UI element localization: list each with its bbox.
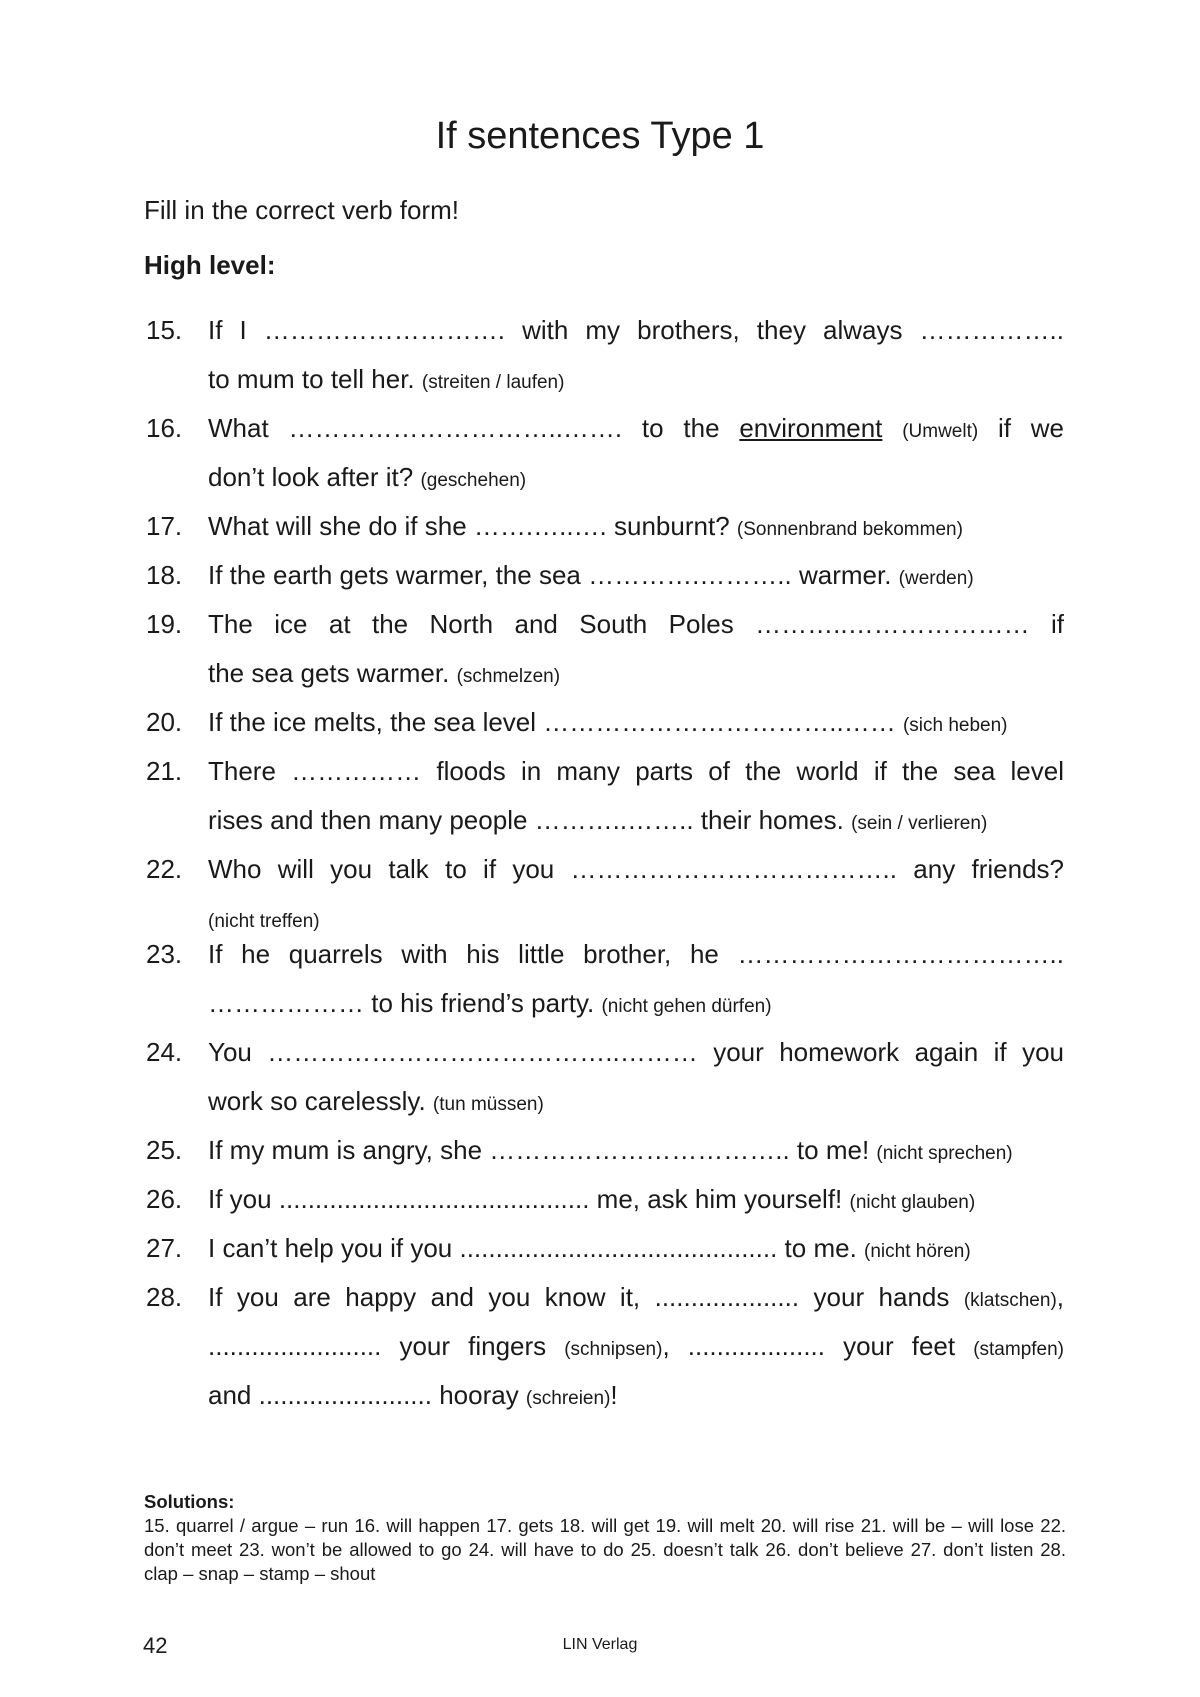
verb-hint: (sich heben) xyxy=(902,715,1008,736)
sentence-text: If you are happy and you know it, .................... your hands xyxy=(208,1282,964,1312)
sentence-text: If the earth gets warmer, the sea ………….……….. warmer. xyxy=(208,560,899,590)
underlined-term: environment xyxy=(739,413,883,443)
exercise-line xyxy=(144,460,1064,509)
verb-hint: (stampfen) xyxy=(973,1339,1065,1360)
exercise-line xyxy=(144,901,1064,937)
sentence-text: rises and then many people ………..…….. their homes. xyxy=(208,805,852,835)
exercise-number: 25. xyxy=(146,1135,183,1165)
sentence-text: What …………………………..……. to the xyxy=(208,413,740,443)
exercise-line xyxy=(144,705,1064,754)
solutions-heading: Solutions: xyxy=(144,1491,235,1512)
exercise-line xyxy=(144,852,1064,901)
exercise-number: 20. xyxy=(146,707,183,737)
exercise-list xyxy=(144,313,1064,1427)
exercise-line xyxy=(144,1182,1064,1231)
exercise-number: 15. xyxy=(146,315,183,345)
sentence-text: work so carelessly. xyxy=(208,1086,433,1116)
exercise-number: 17. xyxy=(146,511,183,541)
verb-hint: (geschehen) xyxy=(420,470,527,491)
exercise-line xyxy=(144,558,1064,607)
exercise-number: 28. xyxy=(146,1282,183,1312)
exercise-number: 26. xyxy=(146,1184,183,1214)
exercise-number: 18. xyxy=(146,560,183,590)
exercise-number: 21. xyxy=(146,756,183,786)
sentence-text: , xyxy=(1056,1282,1064,1312)
sentence-text: If my mum is angry, she …………………………….. to me! xyxy=(208,1135,877,1165)
sentence-text: Who will you talk to if you ……………………………….. any friends? xyxy=(208,854,1064,884)
exercise-line xyxy=(144,937,1064,986)
verb-hint: (schmelzen) xyxy=(456,666,561,687)
page-number: 42 xyxy=(143,1633,168,1658)
exercise-line xyxy=(144,411,1064,460)
exercise-line xyxy=(144,1133,1064,1182)
sentence-text: ……………… to his friend’s party. xyxy=(208,988,602,1018)
verb-hint: (schreien) xyxy=(525,1388,611,1409)
exercise-line xyxy=(144,607,1064,656)
verb-hint: (streiten / laufen) xyxy=(421,372,565,393)
sentence-text: If the ice melts, the sea level ……………………………..…… xyxy=(208,707,903,737)
sentence-text xyxy=(882,413,902,443)
verb-hint: (nicht sprechen) xyxy=(876,1143,1013,1164)
exercise-number: 27. xyxy=(146,1233,183,1263)
exercise-line xyxy=(144,509,1064,558)
publisher-label: LIN Verlag xyxy=(562,1636,638,1653)
exercise-line xyxy=(144,362,1064,411)
sentence-text: ........................ your fingers xyxy=(208,1331,565,1361)
exercise-line xyxy=(144,754,1064,803)
sentence-text: You …………………………………..……… your homework again if you xyxy=(208,1037,1064,1067)
solutions-section xyxy=(144,1490,1066,1586)
exercise-number: 19. xyxy=(146,609,183,639)
exercise-number: 24. xyxy=(146,1037,183,1067)
sentence-text: if we xyxy=(978,413,1065,443)
exercise-line xyxy=(144,803,1064,852)
verb-hint: (Umwelt) xyxy=(902,421,979,442)
exercise-line xyxy=(144,1378,1064,1427)
sentence-text: I can’t help you if you ............................................ to me. xyxy=(208,1233,865,1263)
verb-hint: (tun müssen) xyxy=(432,1094,544,1115)
verb-hint: (nicht gehen dürfen) xyxy=(601,996,772,1017)
sentence-text: , ................... your feet xyxy=(662,1331,974,1361)
exercise-line xyxy=(144,986,1064,1035)
sentence-text: and ........................ hooray xyxy=(208,1380,526,1410)
page-title: If sentences Type 1 xyxy=(435,115,765,157)
sentence-text: If he quarrels with his little brother, he ……………………………….. xyxy=(208,939,1064,969)
sentence-text: to mum to tell her. xyxy=(208,364,422,394)
exercise-number: 23. xyxy=(146,939,183,969)
verb-hint: (klatschen) xyxy=(963,1290,1057,1311)
exercise-line xyxy=(144,313,1064,362)
exercise-line xyxy=(144,1035,1064,1084)
level-heading: High level: xyxy=(144,250,276,280)
exercise-line xyxy=(144,1231,1064,1280)
verb-hint: (Sonnenbrand bekommen) xyxy=(736,519,963,540)
exercise-line xyxy=(144,1280,1064,1329)
verb-hint: (nicht treffen) xyxy=(208,911,320,932)
sentence-text: If I ………………………. with my brothers, they always …………….. xyxy=(208,315,1064,345)
sentence-text: If you ........................................... me, ask him yourself! xyxy=(208,1184,850,1214)
sentence-text: What will she do if she …….…..…. sunburnt? xyxy=(208,511,737,541)
verb-hint: (nicht hören) xyxy=(864,1241,971,1262)
sentence-text: the sea gets warmer. xyxy=(208,658,457,688)
exercise-line xyxy=(144,656,1064,705)
exercise-number: 16. xyxy=(146,413,183,443)
sentence-text: don’t look after it? xyxy=(208,462,421,492)
verb-hint: (schnipsen) xyxy=(564,1339,663,1360)
verb-hint: (nicht glauben) xyxy=(849,1192,976,1213)
sentence-text: The ice at the North and South Poles ………..………………… if xyxy=(208,609,1064,639)
exercise-line xyxy=(144,1329,1064,1378)
verb-hint: (sein / verlieren) xyxy=(851,813,988,834)
exercise-number: 22. xyxy=(146,854,183,884)
solutions-text: 15. quarrel / argue – run 16. will happen 17. gets 18. will get 19. will melt 20. will rise 21. will be – will lose 22. don’t meet 23. won’t be allowed to go 24. will have to do 25. doesn’t talk 26. don’t believe 27. don’t listen 28. clap – snap – stamp – shout xyxy=(144,1515,1066,1584)
sentence-text: There …………… floods in many parts of the world if the sea level xyxy=(208,756,1064,786)
verb-hint: (werden) xyxy=(898,568,974,589)
sentence-text: ! xyxy=(610,1380,618,1410)
exercise-line xyxy=(144,1084,1064,1133)
instruction: Fill in the correct verb form! xyxy=(144,195,459,225)
